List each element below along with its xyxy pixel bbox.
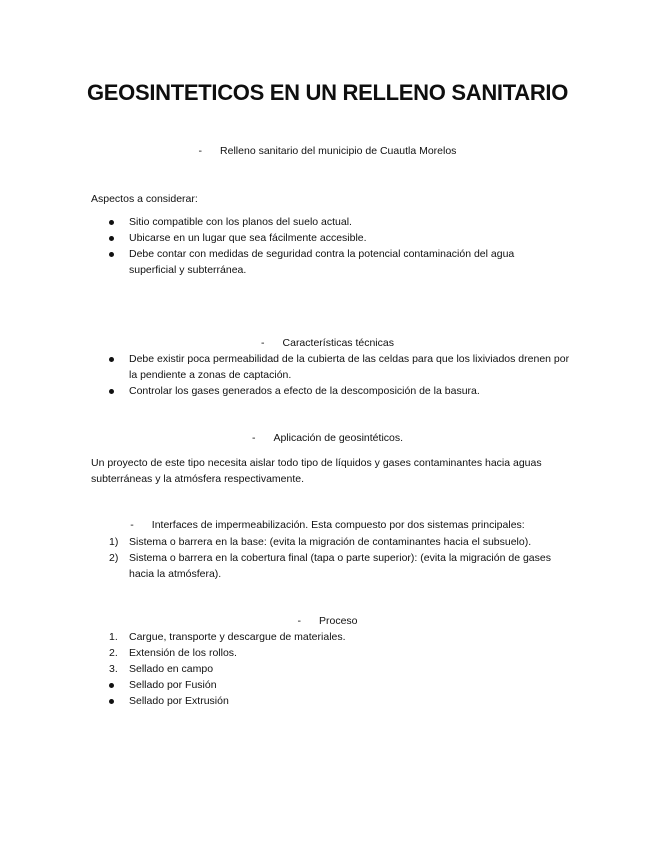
- list-item: 3. Sellado en campo: [109, 663, 214, 675]
- application-heading: - Aplicación de geosintéticos.: [251, 432, 404, 444]
- list-item: 2) Sistema o barrera en la cobertura final (tapa o parte superior): (evita la migración de gases hacia la atmósfera).: [109, 552, 551, 580]
- list-item: 1) Sistema o barrera en la base: (evita la migración de contaminantes hacia el subsuelo).: [109, 536, 532, 548]
- list-item: Debe existir poca permeabilidad de la cubierta de las celdas para que los lixiviados drenen por la pendiente a zonas de captación.: [91, 351, 571, 383]
- technical-dash: -: [261, 337, 265, 349]
- process-bullet-list: [91, 677, 541, 709]
- interfaces-list: [91, 534, 571, 582]
- aspects-list: [91, 214, 541, 278]
- process-heading: - Proceso: [297, 615, 358, 627]
- bullet-icon: [109, 699, 114, 704]
- process-dash: -: [297, 615, 301, 627]
- list-item: Sitio compatible con los planos del suelo actual.: [91, 214, 541, 230]
- list-item: 2. Extensión de los rollos.: [109, 647, 237, 659]
- technical-list: [91, 351, 571, 399]
- bullet-icon: [109, 236, 114, 241]
- subtitle-dash: -: [198, 145, 203, 157]
- document-title: GEOSINTETICOS EN UN RELLENO SANITARIO: [86, 80, 569, 105]
- bullet-icon: [109, 389, 114, 394]
- bullet-icon: [109, 252, 114, 257]
- list-item: Ubicarse en un lugar que sea fácilmente accesible.: [91, 230, 541, 246]
- list-item: Controlar los gases generados a efecto de la descomposición de la basura.: [91, 383, 571, 399]
- interfaces-heading: - Interfaces de impermeabilización. Esta compuesto por dos sistemas principales:: [130, 519, 525, 531]
- application-paragraph: Un proyecto de este tipo necesita aislar todo tipo de líquidos y gases contaminantes hacia aguas subterráneas y la atmósfera respectivamente.: [91, 457, 542, 485]
- list-item: Sellado por Extrusión: [91, 693, 541, 709]
- bullet-icon: [109, 683, 114, 688]
- subtitle: [0, 145, 655, 157]
- subtitle-text: Relleno sanitario del municipio de Cuautla Morelos: [220, 145, 457, 157]
- application-dash: -: [251, 432, 256, 444]
- list-item: 1. Cargue, transporte y descargue de materiales.: [109, 631, 346, 643]
- bullet-icon: [109, 220, 114, 225]
- bullet-icon: [109, 357, 114, 362]
- technical-heading: - Características técnicas: [261, 337, 394, 349]
- interfaces-dash: -: [130, 519, 134, 531]
- process-numbered-list: [91, 629, 541, 677]
- list-item: Sellado por Fusión: [91, 677, 541, 693]
- list-item: Debe contar con medidas de seguridad contra la potencial contaminación del agua superficial y subterránea.: [91, 246, 541, 278]
- aspects-heading: Aspectos a considerar:: [91, 193, 198, 205]
